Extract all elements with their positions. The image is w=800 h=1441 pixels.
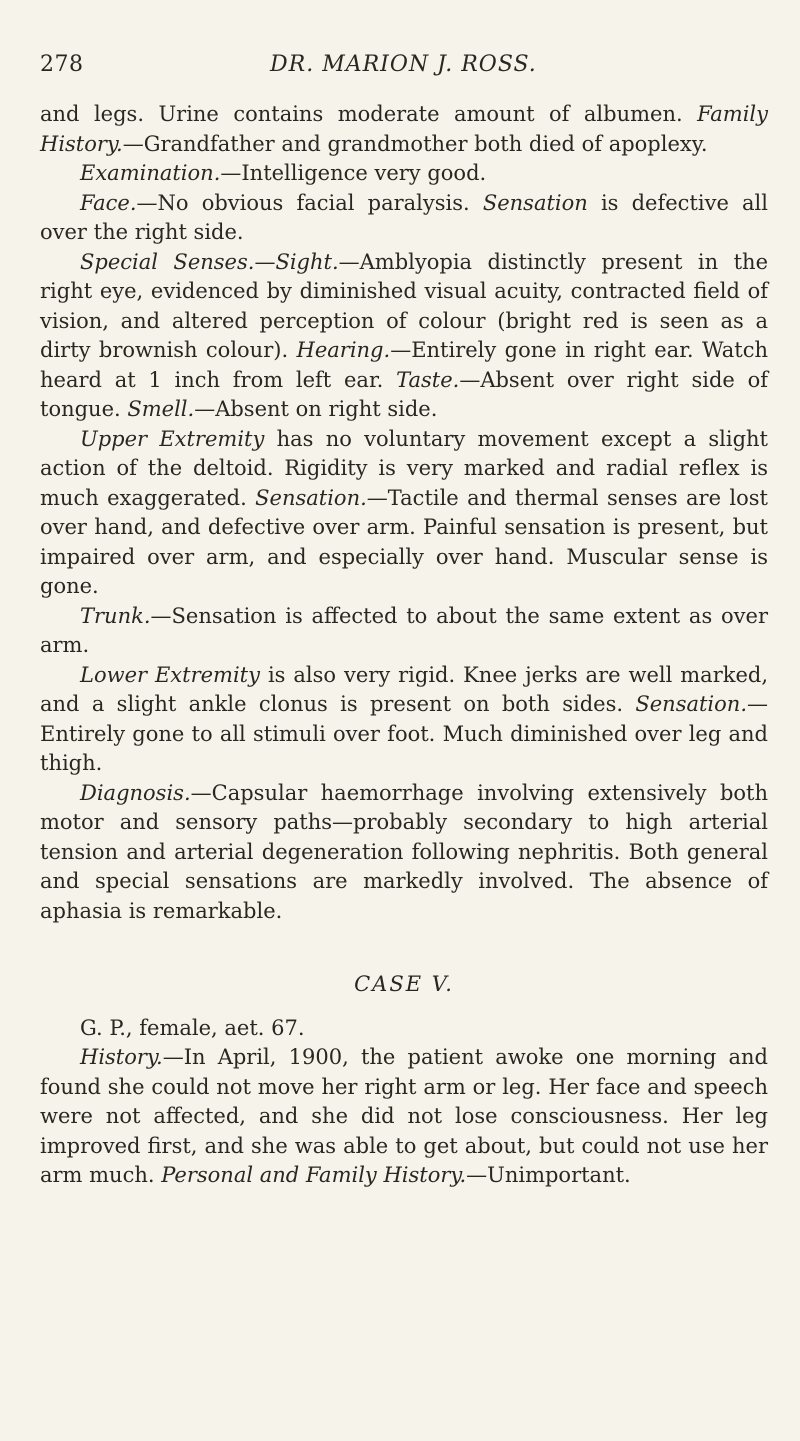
text-run: —Grandfather and grandmother both died of apoplexy. [122,131,708,156]
paragraph [40,1014,768,1044]
text-run: — [254,249,276,274]
text-run: —Intelligence very good. [220,161,487,185]
paragraph [40,159,768,189]
italic-run: Hearing. [296,338,391,362]
italic-run: Smell. [127,397,195,421]
italic-run: Upper Extremity [80,426,265,451]
body-text [40,100,768,1191]
text-run: —Amblyopia distinctly present in the right eye, evidenced by diminished visual acuity, contracted field of vision, and altered perception of colour (bright red is seen as a dirty brownish colour). [40,249,768,362]
paragraph [40,779,768,927]
paragraph [40,661,768,779]
italic-run: Personal and Family History. [161,1163,467,1187]
italic-run: Trunk. [80,603,151,628]
paragraph [40,602,768,661]
text-run: and legs. Urine contains moderate amount of albumen. [40,102,698,126]
text-run: —Unimportant. [466,1163,631,1187]
italic-run: Special Senses. [80,249,255,274]
paragraph [40,189,768,248]
text-run: has no voluntary movement except a slight action of the deltoid. Rigidity is very marked and radial reflex is much exaggerated. [40,426,768,510]
text-run: G. P., female, aet. 67. [80,1015,305,1040]
text-run: —Entirely gone in right ear. Watch heard at 1 inch from left ear. [40,338,768,392]
italic-run: Examination. [80,161,221,185]
paragraph [40,248,768,425]
italic-run: Sight. [275,249,339,274]
running-head: DR. MARION J. ROSS. [270,52,537,77]
text-run: —Sensation is affected to about the same extent as over arm. [40,603,768,657]
italic-run: Diagnosis. [80,780,191,805]
text-run: —Absent over right side of tongue. [40,367,768,421]
italic-run: Face. [80,190,137,215]
case-heading: CASE V. [354,972,454,996]
italic-run: Taste. [396,367,460,392]
text-run: is defective all over the right side. [40,190,768,244]
paragraph [40,1043,768,1191]
page-header [40,52,780,92]
italic-run: History. [80,1045,163,1069]
text-run: —No obvious facial paralysis. [136,190,483,215]
italic-run: Sensation. [255,485,367,510]
text-run: —Absent on right side. [194,397,438,421]
text-run: —Tactile and thermal senses are lost over hand, and defective over arm. Painful sensation is present, but impaired over arm, and especially over hand. Muscular sense is gone. [40,485,768,598]
text-run: —In April, 1900, the patient awoke one morning and found she could not move her right arm or leg. Her face and speech were not affected, and she did not lose consciousness. Her leg improved first, and she was able to get about, but could not use her arm much. [40,1045,768,1187]
text-run: —Capsular haemorrhage involving extensively both motor and sensory paths—probably secondary to high arterial tension and arterial degeneration following nephritis. Both general and special sensations are markedly involved. The absence of aphasia is remarkable. [40,780,768,923]
paragraph [40,100,768,159]
italic-run: Sensation [482,190,588,215]
text-run: —Entirely gone to all stimuli over foot. Much diminished over leg and thigh. [40,692,768,775]
page-number: 278 [40,52,84,77]
italic-run: Lower Extremity [80,662,260,687]
paragraph [40,425,768,602]
italic-run: Family History. [40,102,768,156]
text-run: is also very rigid. Knee jerks are well marked, and a slight ankle clonus is present on both sides. [40,662,768,716]
italic-run: Sensation. [635,692,747,716]
